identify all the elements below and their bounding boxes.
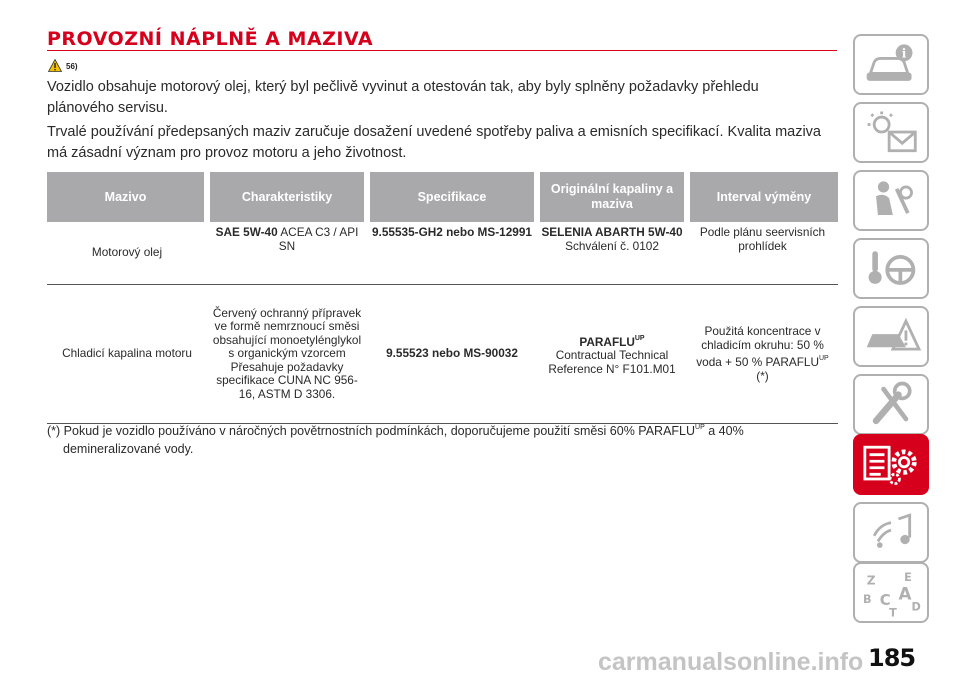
tab-starting-driving[interactable] xyxy=(853,238,929,299)
svg-text:E: E xyxy=(904,570,912,584)
safety-seat-airbag-icon xyxy=(855,172,927,229)
svg-text:i: i xyxy=(901,46,907,61)
title-underline xyxy=(47,50,837,51)
key-steering-wheel-icon xyxy=(855,240,927,297)
cell-characteristics: SAE 5W-40 ACEA C3 / API SN xyxy=(207,222,367,285)
lubricants-table xyxy=(47,172,838,424)
table-footnote: (*) Pokud je vozidlo používáno v náročných povětrnostních podmínkách, doporučujeme použití směsi 60% $PARAFLU^{UP}$ a 40% demineralizované vody. xyxy=(47,424,744,456)
cell-specification: 9.55523 nebo MS-90032 xyxy=(367,285,537,424)
watermark: carmanualsonline.info xyxy=(598,648,864,676)
cell-original-fluid: $PARAFLU^{UP}$ Contractual Technical Reference N° F101.M01 xyxy=(537,285,687,424)
table-header-row xyxy=(47,172,838,222)
tab-dashboard-lights[interactable] xyxy=(853,102,929,163)
tab-safety[interactable] xyxy=(853,170,929,231)
cell-interval: Podle plánu seervisních prohlídek xyxy=(687,222,838,285)
cell-lubricant: Chladicí kapalina motoru xyxy=(47,285,207,424)
warning-reference: 56) xyxy=(66,62,78,71)
svg-text:Z: Z xyxy=(866,573,876,588)
cell-original-fluid: SELENIA ABARTH 5W-40 Schválení č. 0102 xyxy=(537,222,687,285)
svg-text:B: B xyxy=(862,593,872,607)
car-info-icon xyxy=(855,36,927,93)
tab-technical-data[interactable] xyxy=(853,434,929,495)
page-number: 185 xyxy=(868,644,916,672)
warning-triangle-icon xyxy=(48,59,62,72)
svg-text:A: A xyxy=(898,583,912,604)
table-row xyxy=(47,285,838,424)
cell-lubricant: Motorový olej xyxy=(47,222,207,285)
wrench-maintenance-icon xyxy=(855,376,927,433)
cell-specification: 9.55535-GH2 nebo MS-12991 xyxy=(367,222,537,285)
tab-maintenance[interactable] xyxy=(853,374,929,435)
svg-text:T: T xyxy=(889,606,897,620)
header-characteristics: Charakteristiky xyxy=(207,172,367,222)
tab-multimedia[interactable] xyxy=(853,502,929,563)
intro-paragraph-2: Trvalé používání předepsaných maziv zaručuje dosažení uvedené spotřeby paliva a emisních specifikací. Kvalita maziva má zásadní význam pro provoz motoru a jeho životnost. xyxy=(47,124,822,161)
intro-paragraph-1: Vozidlo obsahuje motorový olej, který byl pečlivě vyvinut a otestován tak, aby byly splněny požadavky přehledu plánového servisu. xyxy=(47,79,759,116)
cell-characteristics: Červený ochranný přípravek ve formě nemrznoucí směsi obsahující monoetylénglykol s organickým vzorcem Přesahuje požadavky specifikace CUNA NC 956-16, ASTM D 3306. xyxy=(207,285,367,424)
tab-car-info[interactable] xyxy=(853,34,929,95)
tab-index[interactable] xyxy=(853,562,929,623)
header-lubricant: Mazivo xyxy=(47,172,207,222)
breakdown-warning-icon xyxy=(855,308,927,365)
table-row xyxy=(47,222,838,285)
dashboard-lights-icon xyxy=(855,104,927,161)
svg-text:D: D xyxy=(911,600,921,614)
multimedia-icon xyxy=(855,504,927,561)
svg-text:C: C xyxy=(879,591,891,610)
header-original-fluids: Originální kapaliny a maziva xyxy=(537,172,687,222)
cell-interval: Použitá koncentrace v chladicím okruhu: 50 % voda + 50 % $PARAFLU^{UP}$ (*) xyxy=(687,285,838,424)
tab-emergency[interactable] xyxy=(853,306,929,367)
technical-data-gear-icon xyxy=(855,436,927,493)
page-title: PROVOZNÍ NÁPLNĚ A MAZIVA xyxy=(47,28,374,50)
header-change-interval: Interval výměny xyxy=(687,172,838,222)
alphabetical-index-icon xyxy=(855,564,927,621)
header-specification: Specifikace xyxy=(367,172,537,222)
